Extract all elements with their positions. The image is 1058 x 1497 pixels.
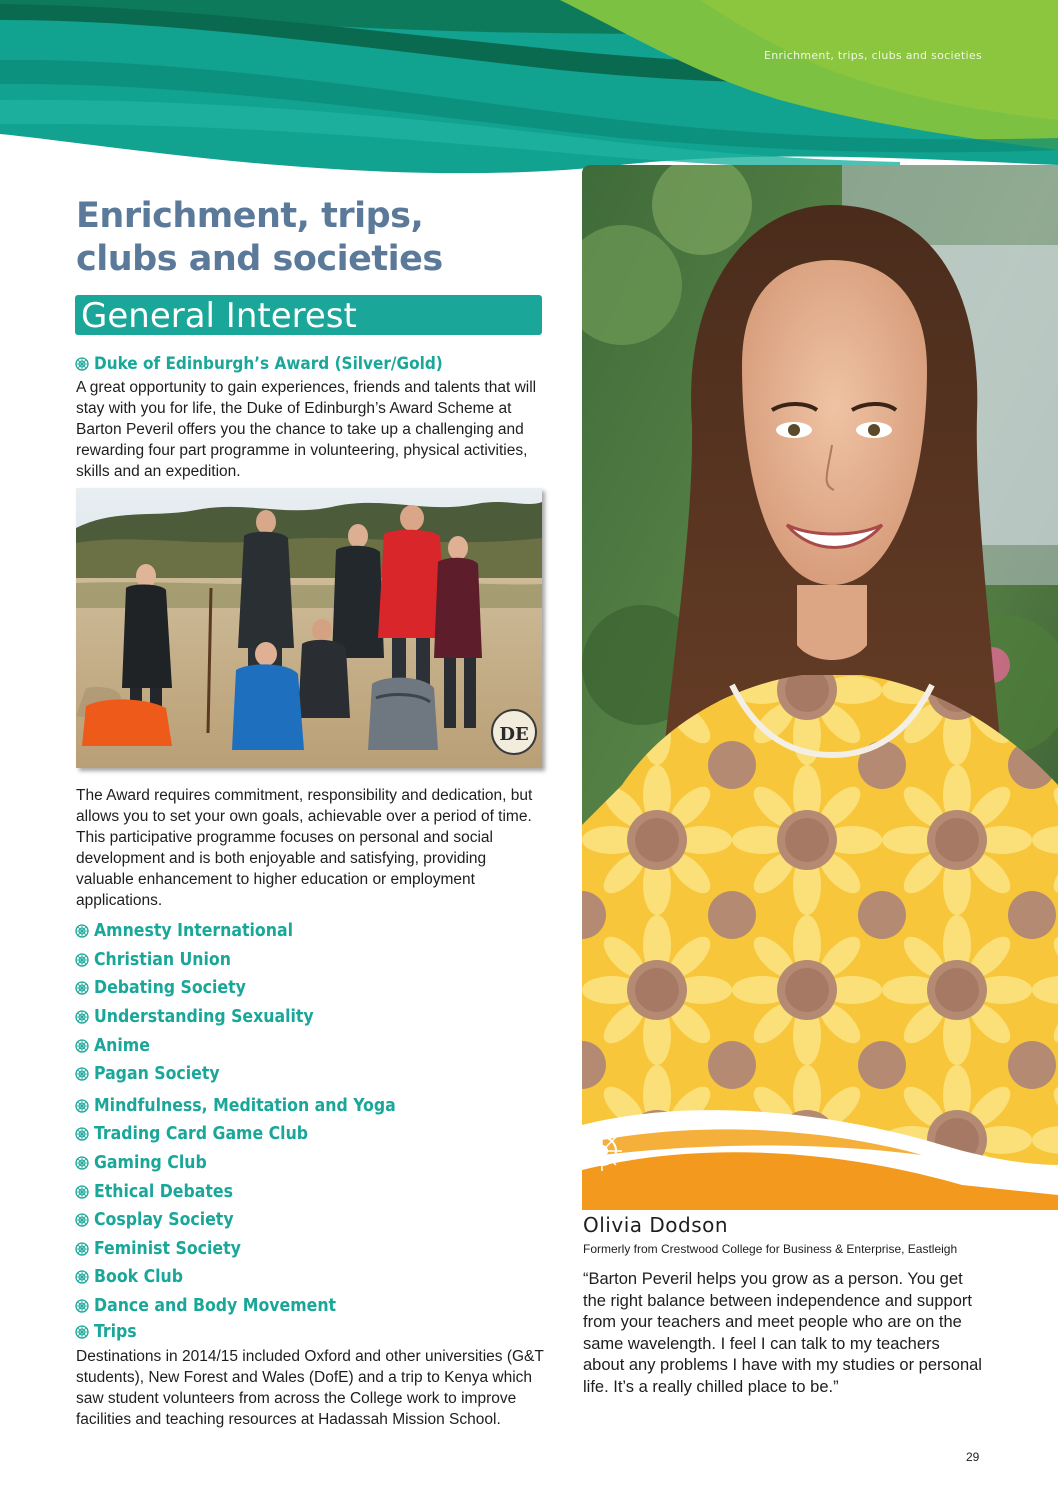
flower-bullet-icon xyxy=(75,924,89,938)
list-item xyxy=(75,1031,545,1060)
testimonial-subtitle: Formerly from Crestwood College for Business & Enterprise, Eastleigh xyxy=(583,1242,958,1256)
flower-bullet-icon xyxy=(75,1039,89,1053)
duke-heading xyxy=(75,354,443,374)
list-item-label: Book Club xyxy=(94,1267,184,1288)
flower-bullet-icon xyxy=(75,1067,89,1081)
section-heading: General Interest xyxy=(81,296,357,336)
flower-bullet-icon xyxy=(75,1010,89,1024)
dofe-group-photo-illustration xyxy=(76,488,542,768)
student-portrait xyxy=(582,165,1058,1210)
flower-bullet-icon xyxy=(75,1325,89,1339)
header-section-label: Enrichment, trips, clubs and societies xyxy=(764,49,982,62)
svg-text:DE: DE xyxy=(499,724,529,745)
testimonial-quote: “Barton Peveril helps you grow as a person. You get the right balance between independence and support from your teachers and meet people who are on the same wavelength. I feel I can talk to my teachers about any problems I have with my studies or personal life. It’s a really chilled place to be.” xyxy=(583,1270,982,1396)
list-item-label: Anime xyxy=(94,1035,150,1056)
flower-bullet-icon xyxy=(75,1185,89,1199)
list-item-label: Pagan Society xyxy=(94,1064,220,1085)
flower-bullet-icon xyxy=(75,1270,89,1284)
flower-bullet-icon xyxy=(75,1299,89,1313)
student-portrait-illustration xyxy=(582,165,1058,1210)
trips-heading-text: Trips xyxy=(94,1322,137,1342)
list-item-label: Dance and Body Movement xyxy=(94,1296,337,1317)
flower-bullet-icon xyxy=(75,1213,89,1227)
testimonial-name: Olivia Dodson xyxy=(583,1213,729,1237)
list-item xyxy=(75,1120,545,1149)
page-title-line-2: clubs and societies xyxy=(76,239,443,279)
duke-heading-text: Duke of Edinburgh’s Award (Silver/Gold) xyxy=(94,354,443,374)
page-number: 29 xyxy=(966,1450,980,1464)
list-item-label: Christian Union xyxy=(94,949,231,970)
list-item xyxy=(75,974,545,1003)
list-item-label: Amnesty International xyxy=(94,921,293,942)
list-item xyxy=(75,1092,545,1121)
flower-bullet-icon xyxy=(75,953,89,967)
list-item xyxy=(75,1177,545,1206)
list-item-label: Mindfulness, Meditation and Yoga xyxy=(94,1095,396,1116)
list-item xyxy=(75,1149,545,1178)
page-title-line-1: Enrichment, trips, xyxy=(76,196,424,236)
list-item-label: Ethical Debates xyxy=(94,1181,233,1202)
list-item xyxy=(75,1235,545,1264)
list-item xyxy=(75,1292,545,1321)
flower-bullet-icon xyxy=(75,981,89,995)
duke-paragraph-2: The Award requires commitment, responsibility and dedication, but allows you to set your own goals, achievable over a period of time. This participative programme focuses on personal and social development and is both enjoyable and satisfying, providing valuable enhancement to higher education or employment applications. xyxy=(76,787,533,909)
list-item xyxy=(75,917,545,946)
list-item xyxy=(75,1060,545,1089)
college-flower-logo xyxy=(582,1131,622,1171)
list-item-label: Debating Society xyxy=(94,978,246,999)
dofe-logo xyxy=(492,710,536,754)
flower-bullet-icon xyxy=(75,1099,89,1113)
list-item xyxy=(75,1206,545,1235)
list-item xyxy=(75,1263,545,1292)
dofe-group-photo xyxy=(76,488,542,768)
page-title xyxy=(76,195,546,281)
flower-bullet-icon xyxy=(75,1242,89,1256)
list-item xyxy=(75,946,545,975)
list-item-label: Feminist Society xyxy=(94,1238,241,1259)
list-item-label: Understanding Sexuality xyxy=(94,1007,314,1028)
list-item xyxy=(75,1003,545,1032)
list-item-label: Trading Card Game Club xyxy=(94,1124,309,1145)
trips-paragraph: Destinations in 2014/15 included Oxford and other universities (G&T students), New Forest and Wales (DofE) and a trip to Kenya which saw student volunteers from across the College work to improve facilities and teaching resources at Hadassah Mission School. xyxy=(76,1348,544,1428)
flower-bullet-icon xyxy=(75,1127,89,1141)
section-heading-bar xyxy=(75,295,542,335)
flower-bullet-icon xyxy=(75,1156,89,1170)
duke-paragraph-1: A great opportunity to gain experiences, friends and talents that will stay with you for life, the Duke of Edinburgh’s Award Scheme at Barton Peveril offers you the chance to take up a challenging and rewarding four part programme in volunteering, physical activities, skills and an expedition. xyxy=(76,379,537,480)
trips-heading xyxy=(75,1322,137,1342)
clubs-list xyxy=(75,917,545,1320)
list-item-label: Cosplay Society xyxy=(94,1210,234,1231)
list-item-label: Gaming Club xyxy=(94,1153,207,1174)
flower-bullet-icon xyxy=(75,357,89,371)
